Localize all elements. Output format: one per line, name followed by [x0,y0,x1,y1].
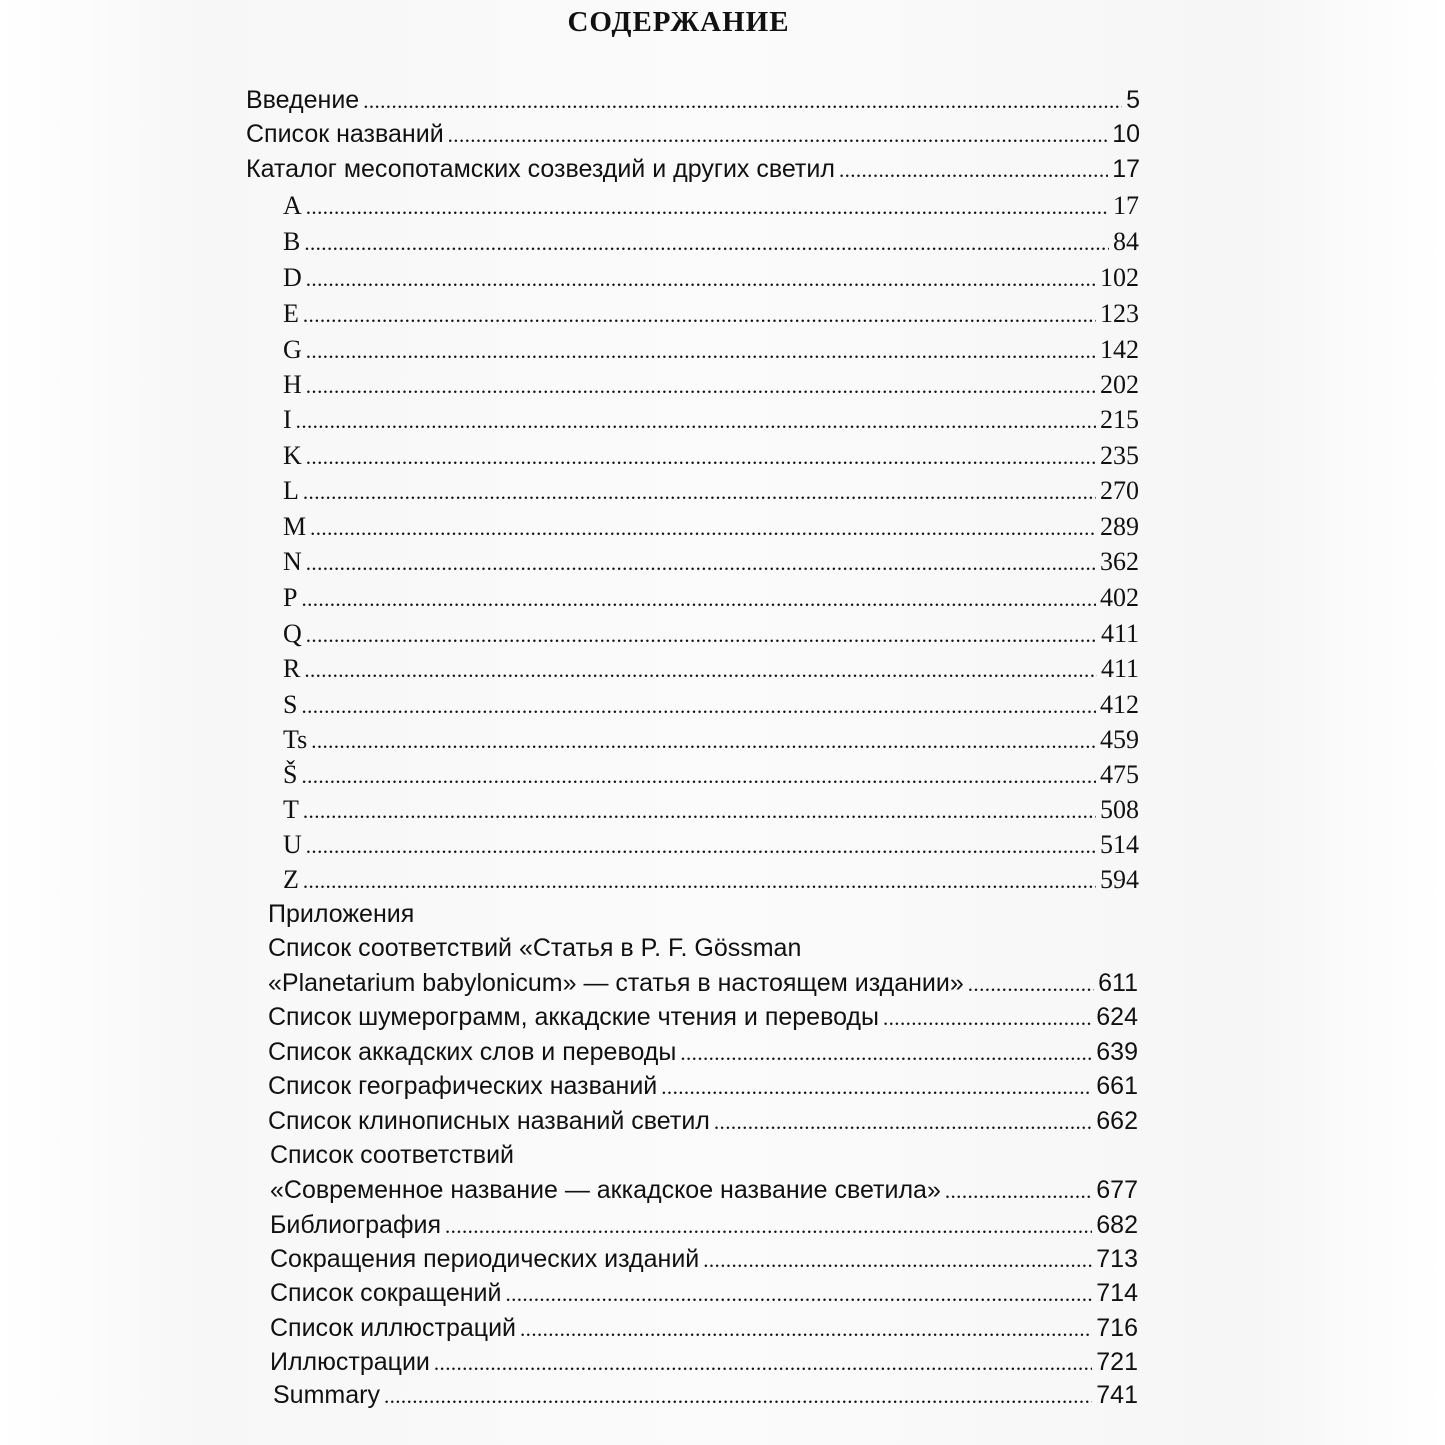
toc-entry-page: 17 [1112,155,1140,183]
toc-entry-page: 475 [1100,760,1139,789]
toc-entry-label: R [283,654,301,683]
leader-dots [296,409,1096,434]
toc-entry [283,512,1139,546]
leader-dots [968,972,1094,997]
toc-entry-page: 402 [1100,583,1139,612]
leader-dots [448,123,1109,148]
toc-entry-label: Z [283,865,299,894]
leader-dots [306,374,1096,399]
toc-entry [283,725,1139,759]
toc-entry-page: 713 [1096,1245,1138,1273]
toc-entry [283,865,1139,899]
toc-entry [246,86,1140,120]
leader-dots [306,267,1096,292]
toc-entry-label: Введение [246,86,360,114]
toc-entry [270,1348,1138,1382]
toc-entry [270,1245,1138,1279]
leader-dots [306,195,1109,220]
toc-entry-label: Список географических названий [268,1072,658,1100]
toc-entry-label: H [283,370,302,399]
toc-entry-page: 594 [1100,865,1139,894]
toc-entry-label: Q [283,619,302,648]
toc-entry-page: 639 [1096,1038,1138,1066]
leader-dots [384,1384,1092,1409]
leader-dots [945,1179,1092,1204]
toc-entry-page: 289 [1100,512,1139,541]
toc-entry-label: U [283,830,302,859]
toc-entry [283,795,1139,829]
leader-dots [714,1110,1092,1135]
toc-entry [283,299,1139,333]
toc-entry-page: 362 [1100,547,1139,576]
toc-entry-label: Список иллюстраций [270,1314,517,1342]
toc-entry-page: 215 [1100,405,1139,434]
toc-entry-label: P [283,583,298,612]
toc-entry [268,1107,1138,1141]
leader-dots [434,1351,1092,1376]
toc-entry [283,690,1139,724]
leader-dots [303,480,1096,505]
leader-dots [445,1214,1092,1239]
toc-entry-page: 611 [1098,969,1138,997]
toc-entry [283,760,1139,794]
leader-dots [311,729,1096,754]
leader-dots [303,869,1096,894]
toc-entry-page: 142 [1100,335,1139,364]
toc-entry-label: «Planetarium babylonicum» — статья в настоящем издании» [268,969,964,997]
toc-entry-page: 5 [1126,86,1140,114]
toc-entry-label: Иллюстрации [270,1348,430,1376]
toc-entry-label: S [283,690,298,719]
leader-dots [301,764,1096,789]
leader-dots [303,303,1096,328]
toc-entry-label: Сокращения периодических изданий [270,1245,700,1273]
appendix-heading: Приложения [268,900,415,928]
toc-entry-page: 624 [1096,1003,1138,1031]
toc-entry [283,263,1139,297]
toc-entry [283,583,1139,617]
toc-entry-page: 10 [1112,120,1140,148]
toc-entry-label: K [283,441,302,470]
leader-dots [306,445,1096,470]
toc-entry-page: 235 [1100,441,1139,470]
toc-entry-page: 508 [1100,795,1139,824]
toc-entry-page: 682 [1096,1211,1138,1239]
toc-entry-label: D [283,263,302,292]
toc-entry-page: 721 [1096,1348,1138,1376]
toc-entry-label: M [283,512,307,541]
toc-entry-label: G [283,335,302,364]
toc-entry [268,969,1138,1003]
toc-entry-label: «Современное название — аккадское название светила» [270,1176,941,1204]
leader-dots [703,1248,1092,1273]
toc-entry-label: L [283,476,299,505]
toc-entry [283,654,1139,688]
toc-entry-label: Summary [273,1381,380,1409]
toc-entry [268,1038,1138,1072]
leader-dots [680,1041,1092,1066]
leader-dots [306,339,1096,364]
toc-entry-label: Список названий [246,120,444,148]
toc-entry [270,1211,1138,1245]
toc-entry-page: 202 [1100,370,1139,399]
leader-dots [520,1317,1092,1342]
toc-entry-page: 677 [1096,1176,1138,1204]
leader-dots [304,231,1109,256]
toc-entry [283,405,1139,439]
toc-entry-label: Библиография [270,1211,442,1239]
gossman-line-1: Список соответствий «Статья в P. F. Gössman [268,934,802,962]
toc-entry [270,1279,1138,1313]
toc-entry [283,830,1139,864]
leader-dots [303,799,1096,824]
toc-entry-page: 662 [1096,1107,1138,1135]
toc-entry-label: Список клинописных названий светил [268,1107,710,1135]
toc-entry-page: 270 [1100,476,1139,505]
leader-dots [363,89,1122,114]
toc-entry-label: Ts [283,725,308,754]
toc-entry [283,619,1139,653]
toc-entry [283,476,1139,510]
leader-dots [301,587,1096,612]
toc-entry [283,227,1139,261]
toc-entry-page: 84 [1113,227,1139,256]
page-title: СОДЕРЖАНИЕ [567,6,790,38]
toc-entry [283,547,1139,581]
toc-entry-page: 102 [1100,263,1139,292]
toc-entry-label: Š [283,760,298,789]
toc-entry [268,1003,1138,1037]
toc-entry-page: 17 [1113,191,1139,220]
leader-dots [505,1282,1092,1307]
toc-entry-label: Список сокращений [270,1279,502,1307]
toc-entry-page: 661 [1096,1072,1138,1100]
toc-entry-page: 123 [1100,299,1139,328]
toc-entry-label: Список аккадских слов и переводы [268,1038,677,1066]
leader-dots [839,158,1108,183]
toc-entry-label: B [283,227,301,256]
leader-dots [304,658,1097,683]
toc-entry [273,1381,1138,1415]
toc-entry-page: 459 [1100,725,1139,754]
toc-entry-page: 714 [1096,1279,1138,1307]
toc-entry [270,1176,1138,1210]
toc-entry [246,155,1140,189]
toc-entry [283,370,1139,404]
toc-entry-label: A [283,191,302,220]
toc-entry-label: E [283,299,299,328]
toc-entry-label: N [283,547,302,576]
toc-entry-page: 716 [1096,1314,1138,1342]
toc-entry-page: 411 [1100,654,1139,683]
leader-dots [306,551,1096,576]
toc-entry [246,120,1140,154]
toc-entry [268,1072,1138,1106]
toc-entry [283,441,1139,475]
leader-dots [661,1075,1092,1100]
modern-line-1: Список соответствий [270,1141,515,1169]
leader-dots [883,1006,1092,1031]
toc-entry [283,335,1139,369]
toc-entry-page: 514 [1100,830,1139,859]
leader-dots [301,694,1096,719]
toc-entry-label: T [283,795,299,824]
toc-entry-page: 741 [1096,1381,1138,1409]
toc-entry-label: Список шумерограмм, аккадские чтения и переводы [268,1003,879,1031]
toc-entry-page: 412 [1100,690,1139,719]
toc-entry-label: I [283,405,292,434]
toc-entry [283,191,1139,225]
toc-entry-label: Каталог месопотамских созвездий и других светил [246,155,835,183]
leader-dots [306,623,1097,648]
toc-entry [270,1314,1138,1348]
leader-dots [306,834,1096,859]
leader-dots [310,516,1096,541]
toc-entry-page: 411 [1100,619,1139,648]
